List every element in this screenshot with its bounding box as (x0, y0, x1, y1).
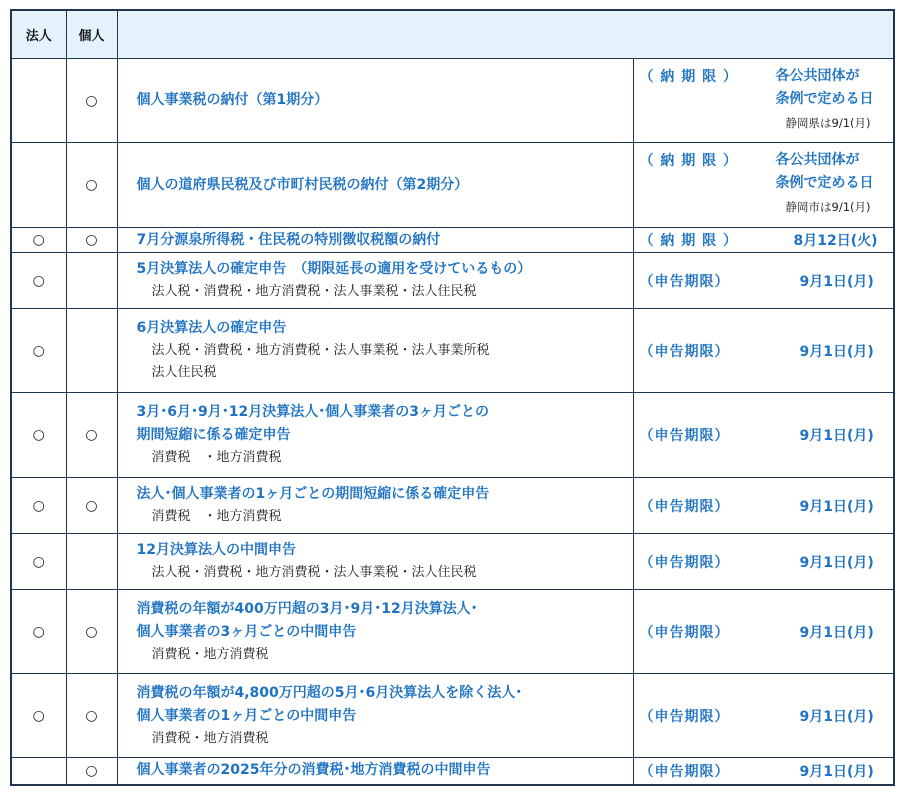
corp-mark: ○ (11, 253, 66, 309)
item-title: 5月決算法人の確定申告 （期限延長の適用を受けているもの） (136, 261, 532, 277)
deadline-cell (633, 309, 894, 393)
period-label: （申告期限） (639, 428, 730, 444)
table-row (11, 143, 894, 228)
indiv-mark (66, 309, 117, 393)
item-title: 消費税の年額が400万円超の3月･9月･12月決算法人･ (136, 600, 478, 617)
due-note: 静岡市は9/1(月) (785, 200, 871, 214)
due-date: 9月1日(月) (799, 343, 874, 360)
corp-mark: ○ (11, 393, 66, 478)
period-label: （申告期限） (639, 273, 730, 290)
item-cell (117, 59, 633, 143)
deadline-cell (633, 143, 894, 228)
item-title-line2: 個人事業者の1ヶ月ごとの中間申告 (136, 707, 357, 724)
due-line-2: 条例で定める日 (775, 175, 874, 191)
corp-mark (11, 758, 66, 785)
deadline-cell (633, 478, 894, 534)
indiv-mark: ○ (66, 59, 117, 143)
due-date: 9月1日(月) (799, 273, 874, 290)
indiv-mark: ○ (66, 143, 117, 228)
deadline-cell (633, 674, 894, 758)
item-title: 6月決算法人の確定申告 (136, 320, 287, 336)
item-cell (117, 478, 633, 534)
deadline-cell (633, 590, 894, 674)
due-line-2: 条例で定める日 (775, 91, 874, 107)
period-label: （申告期限） (639, 763, 730, 780)
indiv-mark (66, 253, 117, 309)
table-row (11, 478, 894, 534)
deadline-cell (633, 393, 894, 478)
due-date: 9月1日(月) (799, 763, 874, 780)
indiv-mark: ○ (66, 758, 117, 785)
due-line-1: 各公共団体が (775, 152, 860, 168)
table-row (11, 590, 894, 674)
table-row (11, 253, 894, 309)
item-cell (117, 534, 633, 590)
header-blank (117, 10, 894, 59)
item-cell (117, 674, 633, 758)
table-row (11, 674, 894, 758)
item-sub: 消費税 ・地方消費税 (151, 509, 282, 524)
corp-mark: ○ (11, 590, 66, 674)
corp-mark (11, 143, 66, 228)
indiv-mark (66, 534, 117, 590)
table-row (11, 534, 894, 590)
item-cell (117, 228, 633, 253)
corp-mark: ○ (11, 309, 66, 393)
indiv-mark: ○ (66, 590, 117, 674)
deadline-cell (633, 253, 894, 309)
period-label: （申告期限） (639, 554, 730, 571)
item-title: 3月･6月･9月･12月決算法人･個人事業者の3ヶ月ごとの (136, 404, 489, 420)
due-date: 9月1日(月) (799, 498, 874, 515)
item-title: 個人の道府県民税及び市町村民税の納付（第2期分） (136, 176, 469, 193)
table-row (11, 309, 894, 393)
corp-mark: ○ (11, 534, 66, 590)
item-title: 個人事業税の納付（第1期分） (136, 92, 329, 108)
period-label: （申告期限） (639, 708, 730, 725)
header-corp: 法人 (11, 10, 66, 59)
due-date: 9月1日(月) (799, 428, 874, 444)
item-title: 消費税の年額が4,800万円超の5月･6月決算法人を除く法人･ (136, 684, 523, 701)
item-sub: 消費税・地方消費税 (151, 730, 269, 746)
indiv-mark: ○ (66, 393, 117, 478)
item-title: 個人事業者の2025年分の消費税･地方消費税の中間申告 (136, 762, 491, 779)
indiv-mark: ○ (66, 674, 117, 758)
corp-mark: ○ (11, 478, 66, 534)
due-date: 9月1日(月) (799, 624, 874, 641)
table-row (11, 393, 894, 478)
item-sub: 消費税・地方消費税 (151, 646, 269, 662)
item-title: 7月分源泉所得税・住民税の特別徴収税額の納付 (136, 231, 441, 248)
corp-mark: ○ (11, 228, 66, 253)
table-row (11, 758, 894, 785)
deadline-cell (633, 758, 894, 785)
table-row (11, 59, 894, 143)
item-title-line2: 個人事業者の3ヶ月ごとの中間申告 (136, 623, 357, 640)
item-title: 12月決算法人の中間申告 (136, 542, 296, 558)
due-note: 静岡県は9/1(月) (785, 116, 871, 130)
tax-schedule-table-wrapper (10, 9, 893, 786)
item-sub: 法人税・消費税・地方消費税・法人事業税・法人事業所税 (151, 343, 490, 358)
period-label: （ 納 期 限 ） (639, 69, 738, 85)
period-label: （申告期限） (639, 624, 730, 641)
period-label: （ 納 期 限 ） (639, 233, 738, 249)
table-row (11, 228, 894, 253)
header-indiv: 個人 (66, 10, 117, 59)
corp-mark: ○ (11, 674, 66, 758)
item-title: 法人･個人事業者の1ヶ月ごとの期間短縮に係る確定申告 (136, 486, 490, 502)
corp-mark (11, 59, 66, 143)
period-label: （申告期限） (639, 343, 730, 360)
item-cell (117, 758, 633, 785)
due-date: 9月1日(月) (799, 554, 874, 571)
due-date: 9月1日(月) (799, 708, 874, 725)
tax-schedule-table (10, 9, 895, 786)
deadline-cell (633, 59, 894, 143)
item-sub: 法人税・消費税・地方消費税・法人事業税・法人住民税 (151, 284, 477, 299)
item-cell (117, 393, 633, 478)
item-sub: 法人税・消費税・地方消費税・法人事業税・法人住民税 (151, 565, 477, 580)
period-label: （ 納 期 限 ） (639, 153, 738, 169)
item-cell (117, 143, 633, 228)
deadline-cell (633, 534, 894, 590)
item-cell (117, 309, 633, 393)
item-cell (117, 253, 633, 309)
indiv-mark: ○ (66, 228, 117, 253)
period-label: （申告期限） (639, 498, 730, 515)
item-sub: 消費税 ・地方消費税 (151, 450, 282, 465)
item-cell (117, 590, 633, 674)
indiv-mark: ○ (66, 478, 117, 534)
header-row (11, 10, 894, 59)
due-line-1: 各公共団体が (775, 68, 860, 84)
due-date: 8月12日(火) (793, 233, 878, 249)
item-sub: 法人住民税 (151, 365, 217, 380)
deadline-cell (633, 228, 894, 253)
item-title-line2: 期間短縮に係る確定申告 (136, 427, 291, 443)
